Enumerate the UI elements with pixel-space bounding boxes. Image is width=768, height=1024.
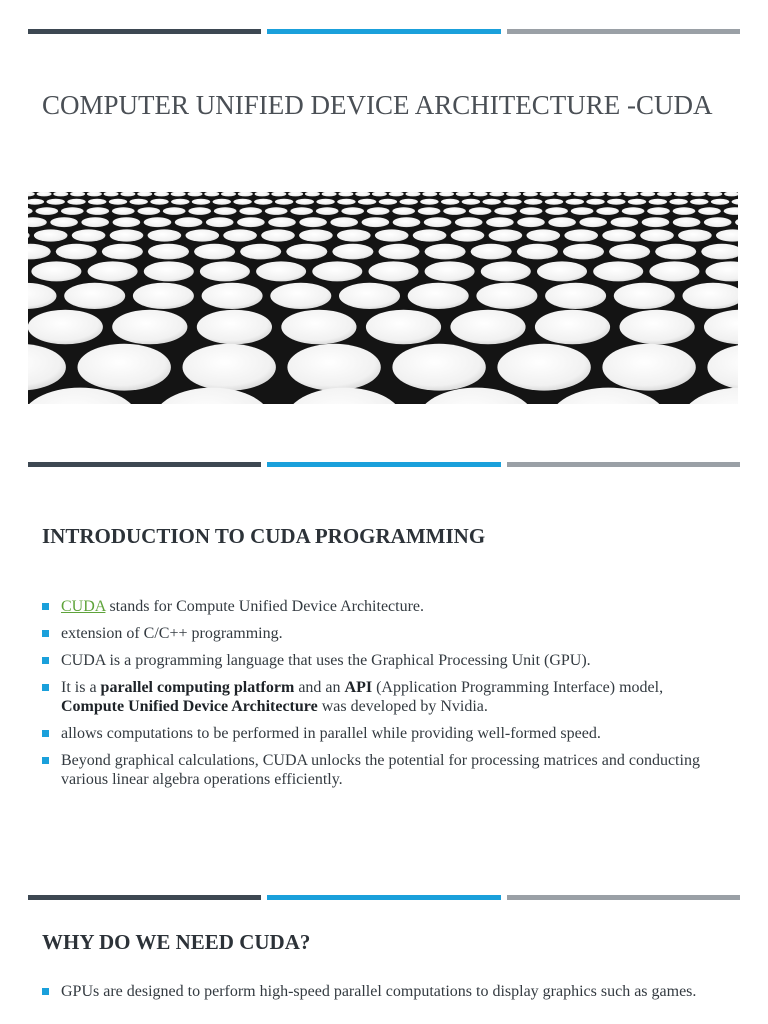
disc-shape (527, 229, 561, 241)
disc-shape (566, 199, 584, 205)
disc-shape (704, 217, 732, 227)
disc-shape (408, 283, 469, 309)
disc-shape (622, 207, 645, 215)
disc-shape (47, 199, 65, 205)
disc-shape (724, 192, 738, 196)
disc-shape (223, 229, 257, 241)
disc-shape (420, 199, 438, 205)
disc-shape (28, 244, 51, 260)
disc-shape (109, 199, 127, 205)
disc-shape (339, 283, 400, 309)
disc-shape (270, 283, 331, 309)
disc-shape (640, 229, 674, 241)
slide1-title: COMPUTER UNIFIED DEVICE ARCHITECTURE -CUDA (42, 90, 713, 120)
cuda-link[interactable]: CUDA (61, 598, 106, 615)
disc-shape (362, 217, 390, 227)
disc-shape (188, 207, 211, 215)
disc-shape (88, 261, 138, 281)
bold-term: API (344, 679, 373, 696)
bullet-text: allows computations to be performed in parallel while providing well-formed speed. (61, 725, 601, 742)
disc-shape (590, 192, 605, 196)
disc-shape (154, 192, 169, 196)
disc-shape (425, 244, 466, 260)
disc-shape (372, 192, 387, 196)
disc-shape (138, 207, 161, 215)
disc-shape (332, 244, 373, 260)
disc-shape (609, 244, 650, 260)
disc-shape (28, 217, 47, 227)
slide3-heading: WHY DO WE NEED CUDA? (42, 930, 311, 954)
disc-shape (556, 192, 571, 196)
disc-shape (596, 207, 619, 215)
disc-shape (611, 217, 639, 227)
disc-shape (573, 192, 588, 196)
disc-shape (70, 192, 85, 196)
disc-shape (535, 310, 610, 345)
disc-shape (290, 207, 313, 215)
disc-shape (255, 192, 270, 196)
disc-shape (400, 199, 418, 205)
disc-shape (564, 229, 598, 241)
disc-shape (56, 244, 97, 260)
list-item (42, 651, 722, 670)
disc-shape (202, 283, 263, 309)
bullet-text: and an (294, 679, 345, 696)
bullet-square-icon (42, 757, 49, 764)
disc-shape (238, 192, 253, 196)
disc-shape (537, 261, 587, 281)
slide2-bullet-list (42, 597, 722, 797)
disc-shape (707, 192, 722, 196)
disc-shape (120, 192, 135, 196)
disc-shape (707, 344, 738, 391)
disc-shape (28, 344, 66, 391)
disc-shape (691, 192, 706, 196)
disc-shape (545, 207, 568, 215)
disc-shape (489, 229, 523, 241)
disc-shape (520, 207, 543, 215)
disc-shape (462, 199, 480, 205)
disc-shape (607, 199, 625, 205)
disc-shape (624, 192, 639, 196)
disc-shape (455, 217, 483, 227)
disc-shape (443, 207, 466, 215)
bullet-text: It is a (61, 679, 101, 696)
disc-shape (330, 217, 358, 227)
disc-shape (130, 199, 148, 205)
disc-shape (602, 344, 695, 391)
disc-shape (163, 207, 186, 215)
white-discs-perspective-image (28, 192, 738, 404)
slide3-divider (28, 895, 740, 900)
disc-shape (649, 261, 699, 281)
disc-shape (620, 310, 695, 345)
disc-shape (192, 199, 210, 205)
disc-shape (476, 283, 537, 309)
disc-shape (28, 283, 57, 309)
disc-shape (392, 344, 485, 391)
disc-shape (200, 261, 250, 281)
bullet-square-icon (42, 684, 49, 691)
disc-shape (497, 344, 590, 391)
disc-shape (647, 207, 670, 215)
disc-shape (188, 192, 203, 196)
disc-shape (28, 310, 103, 345)
disc-shape (655, 244, 696, 260)
disc-shape (37, 192, 52, 196)
disc-shape (628, 199, 646, 205)
disc-shape (450, 310, 525, 345)
disc-shape (366, 310, 441, 345)
list-item (42, 597, 722, 616)
disc-shape (451, 229, 485, 241)
bullet-text: CUDA is a programming language that uses the Graphical Processing Unit (GPU). (61, 652, 591, 669)
slide3-bullet-list (42, 982, 722, 1009)
disc-shape (503, 199, 521, 205)
disc-shape (113, 217, 141, 227)
disc-shape (422, 192, 437, 196)
disc-shape (690, 199, 708, 205)
disc-shape (237, 217, 265, 227)
disc-shape (268, 217, 296, 227)
slide2-heading: INTRODUCTION TO CUDA PROGRAMMING (42, 524, 486, 548)
slide2-divider (28, 462, 740, 467)
bullet-text: was developed by Nvidia. (317, 698, 488, 715)
disc-shape (28, 192, 35, 196)
disc-shape (87, 192, 102, 196)
disc-shape (287, 344, 380, 391)
disc-shape (682, 388, 738, 404)
disc-shape (112, 207, 135, 215)
disc-shape (375, 229, 409, 241)
disc-shape (239, 207, 262, 215)
disc-shape (150, 199, 168, 205)
disc-shape (148, 229, 182, 241)
disc-shape (571, 207, 594, 215)
disc-shape (221, 192, 236, 196)
bullet-text: extension of C/C++ programming. (61, 625, 283, 642)
disc-shape (112, 310, 187, 345)
disc-shape (540, 192, 555, 196)
disc-shape (640, 192, 655, 196)
disc-shape (322, 192, 337, 196)
disc-shape (110, 229, 144, 241)
disc-shape (148, 244, 189, 260)
disc-shape (683, 283, 739, 309)
disc-shape (579, 217, 607, 227)
disc-shape (481, 261, 531, 281)
disc-shape (586, 199, 604, 205)
disc-shape (678, 229, 712, 241)
disc-shape (154, 388, 271, 404)
disc-shape (88, 199, 106, 205)
disc-shape (34, 229, 68, 241)
disc-shape (523, 192, 538, 196)
disc-shape (389, 192, 404, 196)
disc-shape (28, 199, 44, 205)
disc-shape (275, 199, 293, 205)
disc-shape (316, 207, 339, 215)
disc-shape (316, 199, 334, 205)
disc-shape (517, 244, 558, 260)
slide1-divider (28, 29, 740, 34)
disc-shape (67, 199, 85, 205)
bullet-text: Beyond graphical calculations, CUDA unlocks the potential for processing matrices and conducting various linear algebra operations efficiently. (61, 752, 700, 788)
disc-shape (704, 310, 738, 345)
bullet-square-icon (42, 988, 49, 995)
disc-shape (206, 217, 234, 227)
disc-shape (31, 261, 81, 281)
disc-shape (144, 217, 172, 227)
disc-shape (418, 207, 441, 215)
disc-shape (102, 244, 143, 260)
disc-shape (732, 199, 738, 205)
disc-shape (489, 192, 504, 196)
bullet-square-icon (42, 630, 49, 637)
disc-shape (312, 261, 362, 281)
disc-shape (78, 344, 171, 391)
disc-shape (486, 217, 514, 227)
disc-shape (441, 199, 459, 205)
disc-shape (186, 229, 220, 241)
disc-shape (669, 199, 687, 205)
disc-shape (240, 244, 281, 260)
disc-shape (296, 199, 314, 205)
disc-shape (469, 207, 492, 215)
disc-shape (28, 229, 30, 241)
bullet-square-icon (42, 603, 49, 610)
disc-shape (36, 207, 59, 215)
disc-shape (649, 199, 667, 205)
disc-shape (424, 217, 452, 227)
disc-shape (214, 207, 237, 215)
disc-shape (338, 192, 353, 196)
disc-shape (171, 199, 189, 205)
disc-shape (392, 207, 415, 215)
disc-shape (456, 192, 471, 196)
disc-shape (175, 217, 203, 227)
disc-shape (657, 192, 672, 196)
disc-shape (254, 199, 272, 205)
disc-shape (548, 217, 576, 227)
disc-shape (706, 261, 739, 281)
disc-shape (602, 229, 636, 241)
disc-shape (194, 244, 235, 260)
list-item (42, 724, 722, 743)
disc-shape (494, 207, 517, 215)
disc-shape (197, 310, 272, 345)
disc-shape (265, 207, 288, 215)
list-item (42, 678, 722, 716)
disc-shape (204, 192, 219, 196)
disc-shape (367, 207, 390, 215)
list-item (42, 982, 722, 1001)
disc-shape (61, 207, 84, 215)
disc-shape (286, 244, 327, 260)
disc-shape (593, 261, 643, 281)
disc-shape (506, 192, 521, 196)
disc-shape (341, 207, 364, 215)
bullet-text: (Application Programming Interface) model, (372, 679, 664, 696)
bold-term: parallel computing platform (100, 679, 295, 696)
disc-shape (133, 283, 194, 309)
disc-shape (299, 217, 327, 227)
disc-shape (614, 283, 675, 309)
disc-shape (711, 199, 729, 205)
disc-shape (517, 217, 545, 227)
disc-shape (406, 192, 421, 196)
disc-shape (271, 192, 286, 196)
disc-shape (137, 192, 152, 196)
disc-shape (183, 344, 276, 391)
disc-shape (545, 199, 563, 205)
disc-shape (379, 199, 397, 205)
bullet-text: stands for Compute Unified Device Architecture. (105, 598, 425, 615)
disc-shape (545, 283, 606, 309)
disc-shape (104, 192, 119, 196)
disc-shape (471, 244, 512, 260)
disc-shape (724, 207, 738, 215)
disc-shape (72, 229, 106, 241)
list-item (42, 624, 722, 643)
disc-shape (698, 207, 721, 215)
disc-shape (50, 217, 78, 227)
disc-shape (701, 244, 738, 260)
disc-shape (563, 244, 604, 260)
disc-shape (439, 192, 454, 196)
disc-shape (358, 199, 376, 205)
list-item (42, 751, 722, 789)
disc-shape (473, 192, 488, 196)
bold-term: Compute Unified Device Architecture (61, 698, 318, 715)
disc-shape (53, 192, 68, 196)
disc-shape (379, 244, 420, 260)
disc-shape (674, 192, 689, 196)
disc-shape (642, 217, 670, 227)
disc-shape (299, 229, 333, 241)
disc-shape (28, 207, 33, 215)
disc-shape (607, 192, 622, 196)
disc-shape (524, 199, 542, 205)
disc-shape (305, 192, 320, 196)
disc-shape (425, 261, 475, 281)
disc-shape (233, 199, 251, 205)
disc-shape (81, 217, 109, 227)
disc-shape (213, 199, 231, 205)
disc-shape (673, 207, 696, 215)
disc-shape (256, 261, 306, 281)
disc-shape (288, 192, 303, 196)
disc-shape (369, 261, 419, 281)
disc-shape (483, 199, 501, 205)
disc-shape (144, 261, 194, 281)
bullet-square-icon (42, 730, 49, 737)
disc-shape (337, 229, 371, 241)
disc-shape (355, 192, 370, 196)
disc-shape (413, 229, 447, 241)
disc-shape (735, 217, 738, 227)
disc-shape (337, 199, 355, 205)
disc-shape (87, 207, 110, 215)
disc-shape (716, 229, 738, 241)
disc-shape (261, 229, 295, 241)
bullet-square-icon (42, 657, 49, 664)
discs-pattern-icon (28, 192, 738, 404)
disc-shape (393, 217, 421, 227)
disc-shape (64, 283, 125, 309)
disc-shape (673, 217, 701, 227)
disc-shape (286, 388, 403, 404)
disc-shape (281, 310, 356, 345)
bullet-text: GPUs are designed to perform high-speed parallel computations to display graphics such as games. (61, 983, 697, 1000)
disc-shape (171, 192, 186, 196)
